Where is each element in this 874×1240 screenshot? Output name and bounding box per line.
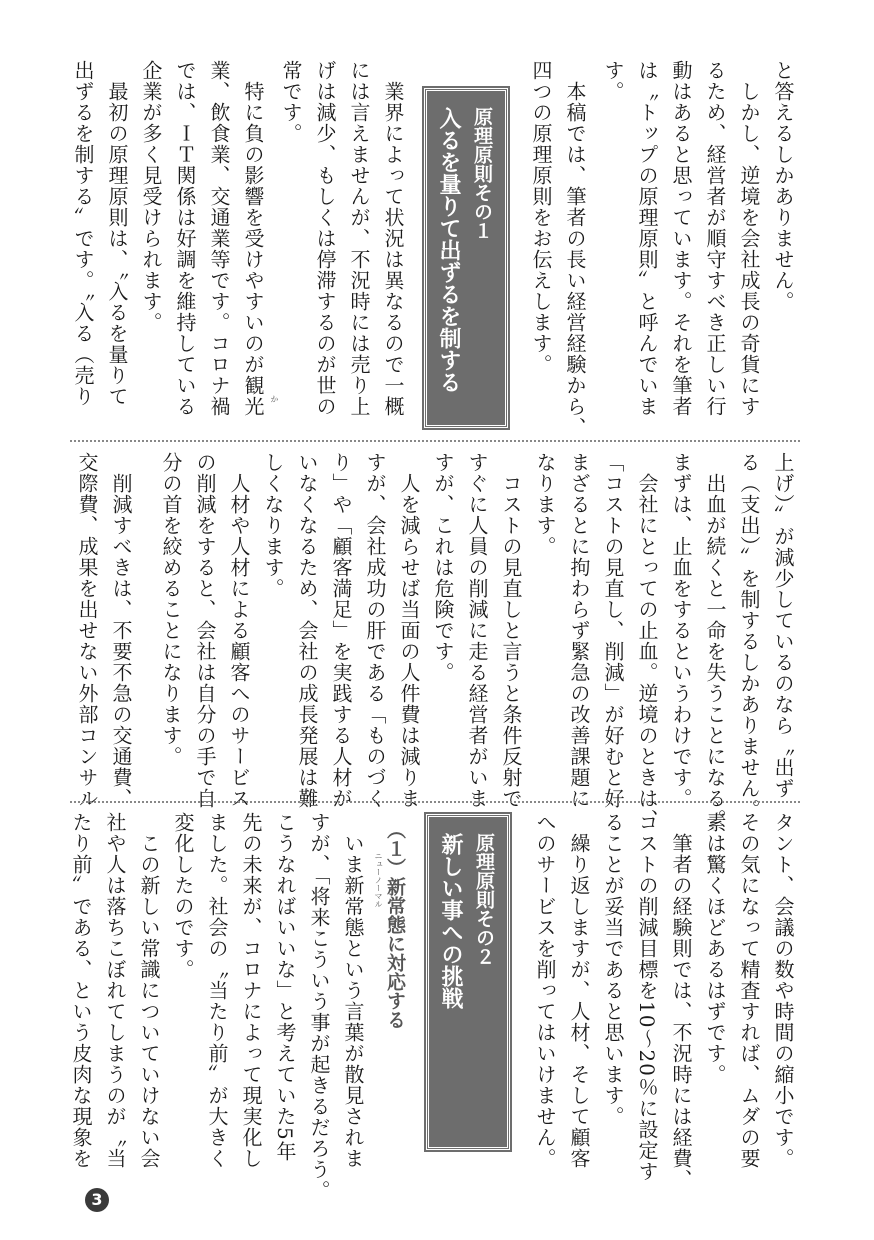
text-line: こうなればいいな」と考えていた5年 (273, 812, 297, 1162)
text-line: すが、これは危険です。 (431, 452, 455, 683)
text-line: げは減少、もしくは停滞するのが世の (313, 60, 337, 417)
text-line: すが、「将来こういう事が起きるだろう。 (307, 812, 331, 1201)
heading-title: 入るを量りて出ずるを制する (436, 107, 461, 393)
text-line: 常です。 (279, 60, 303, 144)
text-line: まざるとに拘わらず緊急の改善課題に (567, 452, 591, 809)
text-line: 変化したのです。 (171, 812, 195, 980)
subheading: （１）新常態に対応する (384, 820, 406, 1029)
dotted-divider (70, 440, 800, 442)
text-line: すが、会社成功の肝である「ものづく (363, 452, 387, 809)
text-line: いま新常態という言葉が散見されま (341, 833, 365, 1169)
text-line: 四つの原理原則をお伝えします。 (529, 60, 553, 375)
text-line: コストの見直しと言うと条件反射で (499, 473, 523, 809)
text-line: 企業が多く見受けられます。 (139, 60, 163, 333)
text-line: たり前〟である、という皮肉な現象を (69, 812, 93, 1169)
text-line: 素は驚くほどあるはずです。 (703, 812, 727, 1085)
text-line: り」や「顧客満足」を実践する人材が (329, 452, 353, 809)
furigana-new-normal: ニューノーマル (374, 852, 383, 908)
text-line: 筆者の経験則では、不況時には経費、 (669, 833, 693, 1190)
text-line: 会社にとっての止血。逆境のときは、 (635, 473, 659, 830)
text-line: の削減をすると、会社は自分の手で自 (193, 452, 217, 809)
text-line: 「コストの見直し、削減」が好むと好 (601, 452, 625, 809)
text-line: なります。 (533, 452, 557, 557)
text-line: 先の未来が、コロナによって現実化し (239, 812, 263, 1169)
text-line: す。 (601, 60, 625, 102)
text-line: 上げ）〟が減少しているのなら〝出ず (771, 452, 795, 799)
text-line: 出血が続くと一命を失うことになる。 (703, 473, 727, 830)
text-line: 分の首を絞めることになります。 (159, 452, 183, 767)
text-line: ました。社会の〝当たり前〟が大きく (205, 812, 229, 1169)
heading-title: 新しい事への挑戦 (438, 833, 463, 1009)
text-line: タント、会議の数や時間の縮小です。 (771, 812, 795, 1169)
page-number-badge: 3 (85, 1188, 109, 1212)
furigana-ka: か (270, 395, 279, 403)
dotted-divider (70, 801, 800, 803)
text-line: 繰り返しますが、人材、そして顧客 (567, 833, 591, 1169)
heading-kicker: 原理原則その２ (473, 833, 495, 966)
text-block-tier-2 (70, 452, 800, 830)
text-line: では、ＩＴ関係は好調を維持している (173, 60, 197, 417)
text-line: 特に負の影響を受けやすいのが観光 (241, 81, 265, 417)
section-heading-2 (426, 814, 510, 1150)
text-line: へのサービスを削ってはいけません。 (533, 812, 557, 1169)
text-line: 本稿では、筆者の長い経営経験から、 (563, 81, 587, 438)
text-line: には言えませんが、不況時には売り上 (347, 60, 371, 417)
text-line: 業、飲食業、交通業等です。コロナ禍 (207, 60, 231, 417)
text-line: 交際費、成果を出せない外部コンサル (75, 452, 99, 809)
text-line: コストの削減目標を10～20％に設定す (635, 812, 659, 1182)
text-line: すぐに人員の削減に走る経営者がいま (465, 452, 489, 809)
text-line: 社や人は落ちこぼれてしまうのが〝当 (103, 812, 127, 1169)
text-line: 業界によって状況は異なるので一概 (381, 81, 405, 417)
text-line: る（支出）〟を制するしかありません。 (737, 452, 761, 820)
text-line: 動はあると思っています。それを筆者 (669, 60, 693, 417)
text-line: しくなります。 (261, 452, 285, 599)
section-heading-1 (424, 88, 508, 428)
text-line: いなくなるため、会社の成長発展は難 (295, 452, 319, 809)
text-line: るため、経営者が順守すべき正しい行 (703, 60, 727, 417)
text-line: 削減すべきは、不要不急の交通費、 (109, 473, 133, 809)
text-line: 最初の原理原則は、〝入るを量りて (105, 81, 129, 407)
text-line: この新しい常識についていけない会 (137, 833, 161, 1169)
text-line: その気になって精査すれば、ムダの要 (737, 812, 761, 1169)
heading-kicker: 原理原則その１ (471, 107, 493, 240)
text-block-tier-3 (69, 812, 800, 1201)
text-line: しかし、逆境を会社成長の奇貨にす (737, 81, 761, 417)
text-line: 人を減らせば当面の人件費は減りま (397, 473, 421, 809)
text-line: 人材や人材による顧客へのサービス (227, 473, 251, 809)
text-line: ることが妥当であると思います。 (601, 812, 625, 1127)
text-block-tier-1 (70, 60, 800, 438)
text-line: と答えるしかありません。 (771, 60, 795, 312)
text-line: 出ずるを制する〟です。〝入る（売り (71, 60, 95, 407)
text-line: は〝トップの原理原則〟と呼んでいま (635, 60, 659, 417)
text-line: まずは、止血をするというわけです。 (669, 452, 693, 809)
